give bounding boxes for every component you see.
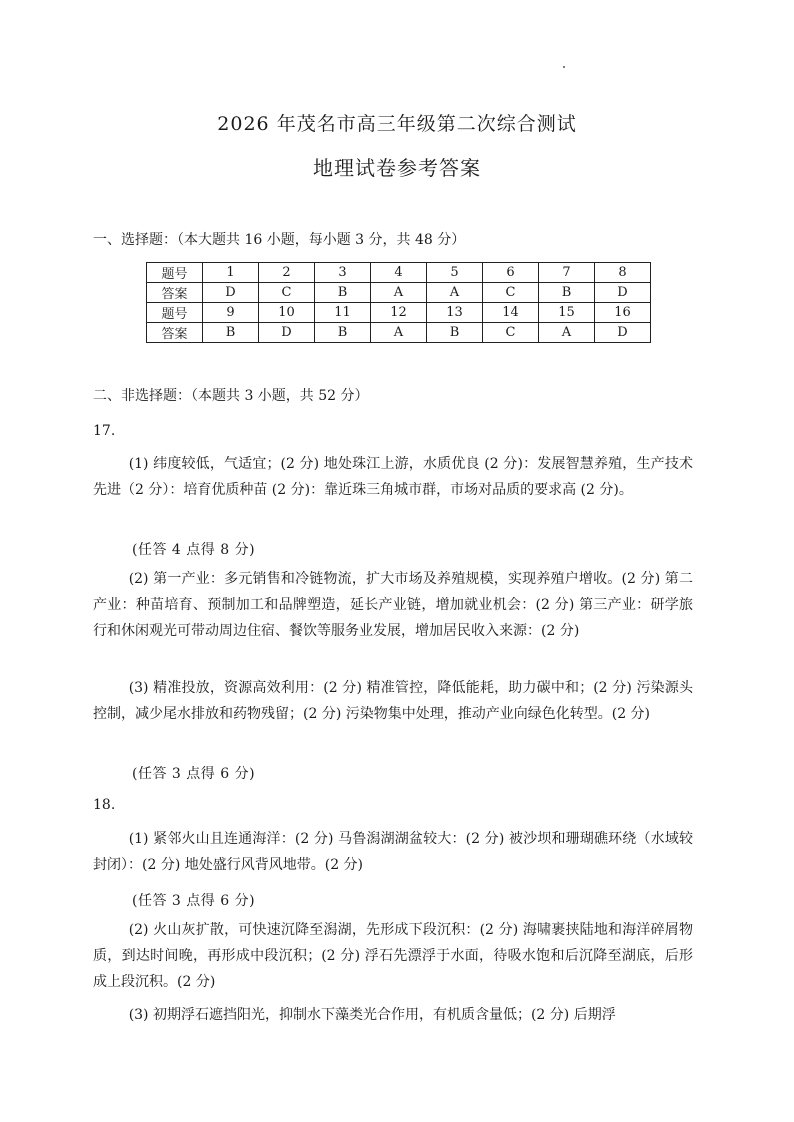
question-number: 4 — [371, 263, 427, 283]
answer-cell: A — [539, 323, 595, 343]
scan-speck — [563, 66, 565, 68]
row-label: 答案 — [147, 283, 203, 303]
q17-scoring-note-3: (任答 3 点得 6 分) — [132, 766, 256, 782]
question-number: 16 — [595, 303, 651, 323]
question-number: 5 — [427, 263, 483, 283]
table-row — [147, 303, 651, 323]
question-number: 7 — [539, 263, 595, 283]
q18-part3: (3) 初期浮石遮挡阳光，抑制水下藻类光合作用，有机质含量低；(2 分) 后期浮 — [128, 1007, 616, 1023]
question-number: 11 — [315, 303, 371, 323]
question-number: 10 — [259, 303, 315, 323]
row-label: 题号 — [147, 303, 203, 323]
question-number: 2 — [259, 263, 315, 283]
answer-cell: B — [315, 323, 371, 343]
row-label: 答案 — [147, 323, 203, 343]
answer-cell: B — [427, 323, 483, 343]
table-row — [147, 323, 651, 343]
section1-heading: 一、选择题：（本大题共 16 小题，每小题 3 分，共 48 分） — [93, 232, 466, 248]
question-number: 8 — [595, 263, 651, 283]
answer-cell: D — [203, 283, 259, 303]
answer-cell: A — [371, 323, 427, 343]
q17-scoring-note-1: (任答 4 点得 8 分) — [132, 542, 256, 558]
answer-table — [146, 262, 651, 343]
answer-cell: A — [371, 283, 427, 303]
question-number: 13 — [427, 303, 483, 323]
row-label: 题号 — [147, 263, 203, 283]
question-number: 12 — [371, 303, 427, 323]
section2-heading: 二、非选择题：（本题共 3 小题，共 52 分） — [93, 388, 369, 404]
answer-cell: D — [259, 323, 315, 343]
answer-cell: C — [259, 283, 315, 303]
q17-part3: (3) 精准投放，资源高效利用：(2 分) 精准管控，降低能耗，助力碳中和；(2 分) 污染源头控制，减少尾水排放和药物残留；(2 分) 污染物集中处理，推动产业向绿色化转型。(2 分) — [93, 680, 693, 722]
q17-part2: (2) 第一产业：多元销售和冷链物流，扩大市场及养殖规模，实现养殖户增收。(2 分) 第二产业：种苗培育、预制加工和品牌塑造，延长产业链，增加就业机会：(2 分) 第三产业：研学旅行和休闲观光可带动周边住宿、餐饮等服务业发展，增加居民收入来源：(2 分) — [93, 571, 693, 639]
answer-cell: B — [203, 323, 259, 343]
table-row — [147, 283, 651, 303]
exam-title: 2026 年茂名市高三年级第二次综合测试 — [217, 113, 577, 135]
answer-cell: A — [427, 283, 483, 303]
question-number: 9 — [203, 303, 259, 323]
answer-cell: B — [315, 283, 371, 303]
answer-cell: C — [483, 283, 539, 303]
question-number: 3 — [315, 263, 371, 283]
question-number: 6 — [483, 263, 539, 283]
answer-cell: C — [483, 323, 539, 343]
q18-part2: (2) 火山灰扩散，可快速沉降至潟湖，先形成下段沉积：(2 分) 海啸裹挟陆地和海洋碎屑物质，到达时间晚，再形成中段沉积；(2 分) 浮石先漂浮于水面，待吸水饱和后沉降至湖底，后形成上段沉积。(2 分) — [93, 922, 693, 990]
table-row — [147, 263, 651, 283]
question-number: 1 — [203, 263, 259, 283]
question-number: 14 — [483, 303, 539, 323]
answer-cell: D — [595, 283, 651, 303]
q18-part1: (1) 紧邻火山且连通海洋：(2 分) 马鲁潟湖湖盆较大：(2 分) 被沙坝和珊瑚礁环绕（水域较封闭）：(2 分) 地处盛行风背风地带。(2 分) — [93, 831, 693, 873]
question-18-number: 18. — [93, 797, 116, 813]
answer-cell: B — [539, 283, 595, 303]
exam-subtitle: 地理试卷参考答案 — [313, 156, 481, 180]
q17-part1: (1) 纬度较低，气适宜；(2 分) 地处珠江上游，水质优良 (2 分)：发展智慧养殖，生产技术先进（2 分）：培育优质种苗 (2 分)：靠近珠三角城市群，市场对品质的要求高 (2 分)。 — [93, 456, 693, 498]
q18-scoring-note-1: (任答 3 点得 6 分) — [132, 893, 256, 909]
answer-cell: D — [595, 323, 651, 343]
question-17-number: 17. — [93, 423, 116, 439]
question-number: 15 — [539, 303, 595, 323]
